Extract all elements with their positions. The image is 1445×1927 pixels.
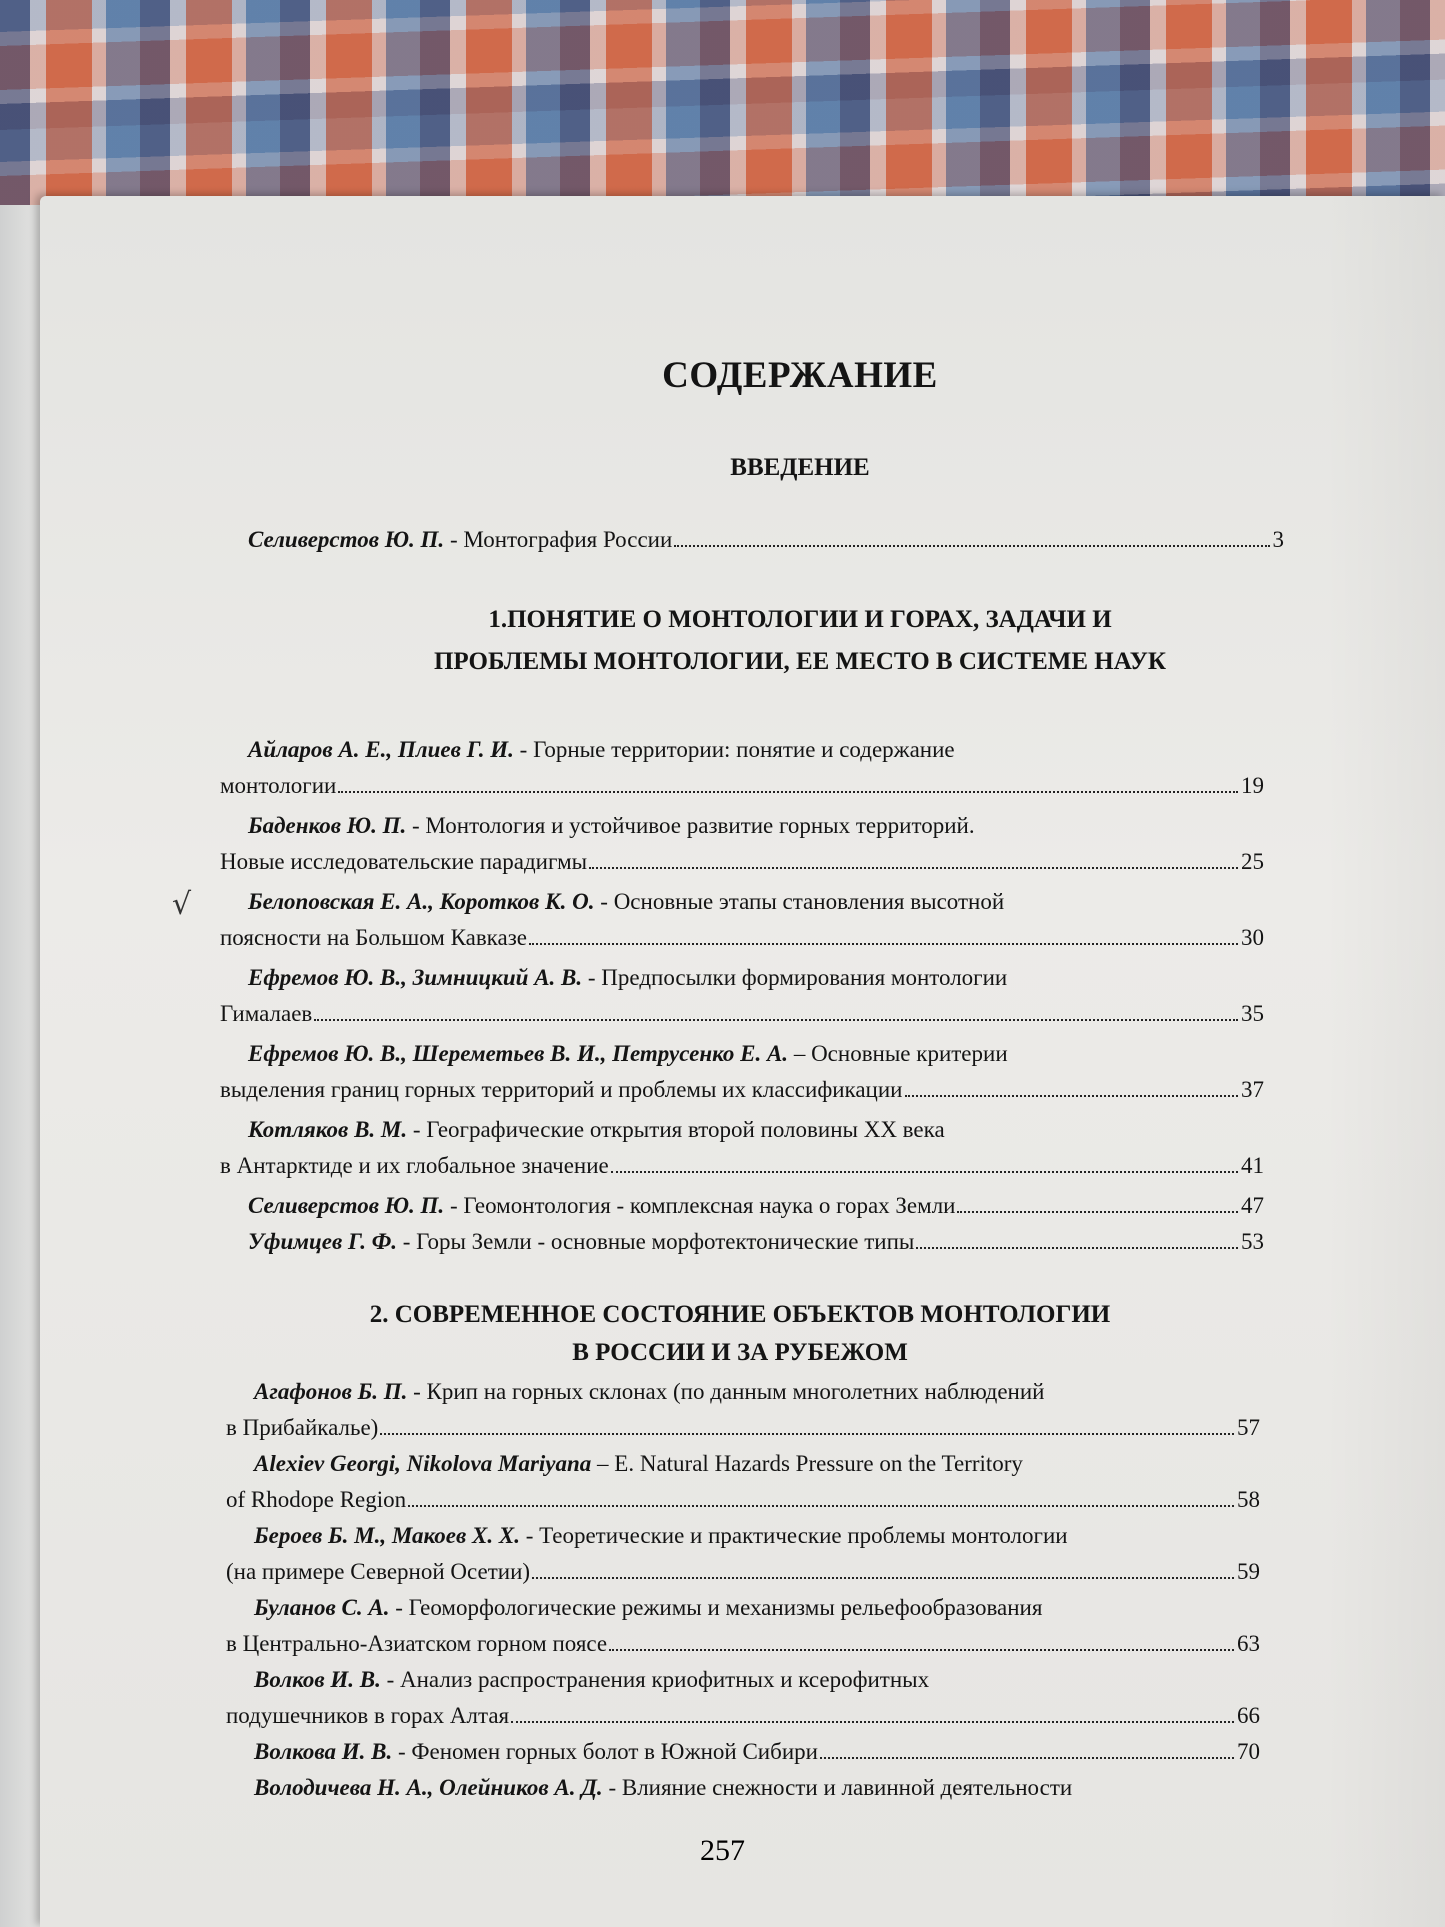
dot-leader: [338, 791, 1238, 793]
entry-title: - Горные территории: понятие и содержание: [513, 737, 955, 762]
entry-title: – Основные критерии: [788, 1041, 1008, 1066]
entry-title-cont: монтологии: [220, 773, 337, 798]
entry-title-cont: Гималаев: [220, 1001, 313, 1026]
entry-page: 37: [1241, 1077, 1264, 1102]
intro-heading: ВВЕДЕНИЕ: [730, 454, 870, 481]
book-page: [40, 196, 1445, 1927]
dot-leader: [529, 943, 1238, 945]
entry-author: Буланов С. А.: [254, 1595, 390, 1620]
entry-title-cont: выделения границ горных территорий и проблемы их классификации: [220, 1077, 903, 1102]
entry-title-cont: в Прибайкалье): [226, 1415, 379, 1440]
dot-leader: [820, 1757, 1234, 1759]
entry-page: 19: [1241, 773, 1264, 798]
entry-author: Селиверстов Ю. П.: [248, 527, 445, 552]
dot-leader: [532, 1577, 1234, 1579]
dot-leader: [408, 1505, 1234, 1507]
toc-entry: [220, 884, 1264, 956]
entry-title-cont: в Антарктиде и их глобальное значение: [220, 1153, 609, 1178]
entry-author: Ефремов Ю. В., Шереметьев В. И., Петрусенко Е. А.: [248, 1041, 789, 1066]
entry-author: Володичева Н. А., Олейников А. Д.: [254, 1775, 603, 1800]
entry-page: 58: [1237, 1487, 1260, 1512]
entry-title-cont: of Rhodope Region: [226, 1487, 407, 1512]
page-title: СОДЕРЖАНИЕ: [662, 355, 938, 396]
entry-title: – E. Natural Hazards Pressure on the Territory: [591, 1451, 1023, 1476]
dot-leader: [674, 545, 1269, 547]
entry-title: - Геомонтология - комплексная наука о горах Земли: [444, 1193, 956, 1218]
entry-page: 35: [1241, 1001, 1264, 1026]
toc-entry: [220, 732, 1264, 804]
entry-author: Ефремов Ю. В., Зимницкий А. В.: [248, 965, 583, 990]
dot-leader: [589, 867, 1238, 869]
section2-heading-line1: 2. СОВРЕМЕННОЕ СОСТОЯНИЕ ОБЪЕКТОВ МОНТОЛОГИИ: [369, 1301, 1111, 1328]
dot-leader: [380, 1433, 1234, 1435]
toc-entry: [226, 1518, 1260, 1590]
toc-entry: [226, 1662, 1260, 1734]
entry-title: - Основные этапы становления высотной: [594, 889, 1005, 914]
entry-author: Белоповская Е. А., Коротков К. О.: [248, 889, 595, 914]
entry-author: Селиверстов Ю. П.: [248, 1193, 445, 1218]
entry-title-cont: в Центрально-Азиатском горном поясе: [226, 1631, 608, 1656]
entry-title: - Теоретические и практические проблемы монтологии: [519, 1523, 1068, 1548]
dot-leader: [314, 1019, 1238, 1021]
entry-title: - Предпосылки формирования монтологии: [582, 965, 1008, 990]
entry-page: 63: [1237, 1631, 1260, 1656]
entry-title-cont: подушечников в горах Алтая: [226, 1703, 510, 1728]
toc-entry: [254, 1770, 1260, 1806]
entry-title: - Географические открытия второй половины XX века: [407, 1117, 945, 1142]
entry-author: Котляков В. М.: [248, 1117, 408, 1142]
section1-heading-line1: 1.ПОНЯТИЕ О МОНТОЛОГИИ И ГОРАХ, ЗАДАЧИ И: [488, 606, 1112, 633]
entry-author: Айларов А. Е., Плиев Г. И.: [248, 737, 514, 762]
entry-title-cont: (на примере Северной Осетии): [226, 1559, 531, 1584]
entry-title: - Геоморфологические режимы и механизмы рельефообразования: [389, 1595, 1043, 1620]
entry-title: - Феномен горных болот в Южной Сибири: [392, 1739, 818, 1764]
entry-author: Волкова И. В.: [254, 1739, 393, 1764]
entry-author: Уфимцев Г. Ф.: [248, 1229, 398, 1254]
dot-leader: [609, 1649, 1234, 1651]
dot-leader: [957, 1211, 1238, 1213]
entry-page: 3: [1272, 527, 1284, 552]
entry-title-cont: Новые исследовательские парадигмы: [220, 849, 588, 874]
entry-title: - Монтология и устойчивое развитие горных территорий.: [406, 813, 975, 838]
entry-page: 47: [1241, 1193, 1264, 1218]
toc-entry: [254, 1734, 1260, 1770]
entry-author: Агафонов Б. П.: [254, 1379, 408, 1404]
toc-entry-intro: [248, 522, 1284, 558]
page-number: 257: [700, 1834, 745, 1867]
section2-heading-line2: В РОССИИ И ЗА РУБЕЖОМ: [572, 1339, 908, 1366]
entry-title: - Монтография России: [444, 527, 673, 552]
entry-page: 59: [1237, 1559, 1260, 1584]
toc-entry: [226, 1446, 1260, 1518]
section1-heading-line2: ПРОБЛЕМЫ МОНТОЛОГИИ, ЕЕ МЕСТО В СИСТЕМЕ НАУК: [433, 648, 1167, 675]
entry-title: - Горы Земли - основные морфотектонические типы: [397, 1229, 915, 1254]
toc-entry: [220, 808, 1264, 880]
toc-entry: [226, 1590, 1260, 1662]
dot-leader: [905, 1095, 1239, 1097]
entry-page: 41: [1241, 1153, 1264, 1178]
handwritten-checkmark: √: [172, 887, 192, 922]
entry-title: - Анализ распространения криофитных и ксерофитных: [380, 1667, 930, 1692]
entry-title: - Влияние снежности и лавинной деятельности: [602, 1775, 1073, 1800]
dot-leader: [511, 1721, 1234, 1723]
entry-page: 66: [1237, 1703, 1260, 1728]
entry-page: 57: [1237, 1415, 1260, 1440]
entry-author: Alexiev Georgi, Nikolova Mariyana: [254, 1451, 592, 1476]
entry-title: - Крип на горных склонах (по данным многолетних наблюдений: [407, 1379, 1045, 1404]
entry-page: 30: [1241, 925, 1264, 950]
dot-leader: [916, 1247, 1238, 1249]
toc-entry: [226, 1374, 1260, 1446]
toc-entry: [220, 960, 1264, 1032]
toc-entry: [248, 1188, 1264, 1224]
entry-title-cont: поясности на Большом Кавказе: [220, 925, 528, 950]
entry-page: 70: [1237, 1739, 1260, 1764]
entry-author: Волков И. В.: [254, 1667, 381, 1692]
toc-entry: [220, 1112, 1264, 1184]
entry-author: Бероев Б. М., Макоев Х. Х.: [254, 1523, 520, 1548]
section1-heading: [40, 599, 1445, 683]
entry-page: 25: [1241, 849, 1264, 874]
dot-leader: [611, 1171, 1238, 1173]
toc-entry: [220, 1036, 1264, 1108]
toc-entry: [248, 1224, 1264, 1260]
entry-page: 53: [1241, 1229, 1264, 1254]
section2-heading: [240, 1296, 1240, 1372]
entry-author: Баденков Ю. П.: [248, 813, 407, 838]
